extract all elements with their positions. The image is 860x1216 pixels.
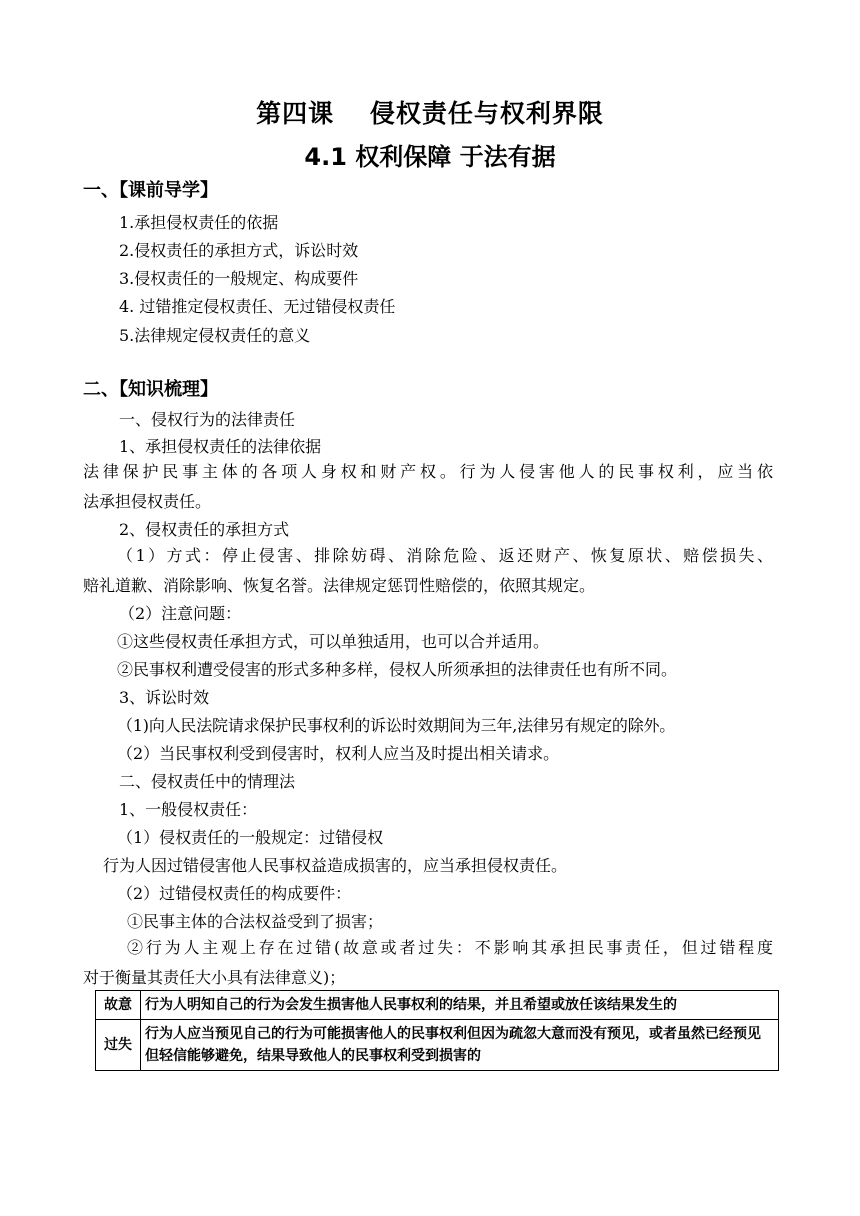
body-line: 一、侵权行为的法律责任 [119, 410, 296, 429]
page-subtitle: 4.1 权利保障 于法有据 [304, 143, 556, 171]
body-line: 赔礼道歉、消除影响、恢复名誉。法律规定惩罚性赔偿的，依照其规定。 [83, 576, 596, 595]
body-line: 法承担侵权责任。 [83, 492, 212, 511]
body-line: 3、诉讼时效 [119, 688, 210, 707]
section2-heading: 二、【知识梳理】 [83, 379, 218, 400]
term-cell: 故意 [96, 991, 141, 1020]
body-line: （2）当民事权利受到侵害时，权利人应当及时提出相关请求。 [117, 744, 560, 763]
body-line: ①民事主体的合法权益受到了损害； [127, 912, 384, 931]
section1-item: 4. 过错推定侵权责任、无过错侵权责任 [119, 297, 396, 316]
section1-item: 2.侵权责任的承担方式，诉讼时效 [119, 241, 359, 260]
fault-definition-table [95, 990, 779, 1071]
body-line: ①这些侵权责任承担方式，可以单独适用，也可以合并适用。 [117, 632, 550, 651]
body-line: 行为人因过错侵害他人民事权益造成损害的，应当承担侵权责任。 [103, 856, 568, 875]
body-line: （1）方式：停止侵害、排除妨碍、消除危险、返还财产、恢复原状、赔偿损失、 [117, 546, 773, 565]
body-line: ②民事权利遭受侵害的形式多种多样，侵权人所须承担的法律责任也有所不同。 [117, 660, 678, 679]
body-line: 2、侵权责任的承担方式 [119, 520, 290, 539]
section1-item: 1.承担侵权责任的依据 [119, 213, 279, 232]
table-row [96, 1020, 779, 1071]
section1-item: 5.法律规定侵权责任的意义 [119, 326, 311, 345]
body-line: 1、一般侵权责任： [119, 800, 258, 819]
body-line: （1）侵权责任的一般规定：过错侵权 [117, 828, 384, 847]
body-line: （2）注意问题： [119, 604, 242, 623]
page-title: 第四课 侵权责任与权利界限 [256, 99, 604, 128]
table-row [96, 991, 779, 1020]
definition-cell: 行为人应当预见自己的行为可能损害他人的民事权利但因为疏忽大意而没有预见，或者虽然已经预见但轻信能够避免，结果导致他人的民事权利受到损害的 [141, 1020, 779, 1071]
definition-cell: 行为人明知自己的行为会发生损害他人民事权利的结果，并且希望或放任该结果发生的 [141, 991, 779, 1020]
term-cell: 过失 [96, 1020, 141, 1071]
body-line: 1、承担侵权责任的法律依据 [119, 437, 322, 456]
body-line: （1)向人民法院请求保护民事权利的诉讼时效期间为三年,法律另有规定的除外。 [117, 716, 676, 735]
body-line: ②行为人主观上存在过错(故意或者过失：不影响其承担民事责任，但过错程度 [127, 938, 773, 957]
section1-item: 3.侵权责任的一般规定、构成要件 [119, 269, 359, 288]
body-line: 二、侵权责任中的情理法 [119, 772, 296, 791]
section1-heading: 一、【课前导学】 [83, 180, 218, 201]
body-line: （2）过错侵权责任的构成要件： [117, 884, 352, 903]
body-line: 对于衡量其责任大小具有法律意义)； [83, 968, 346, 987]
body-line: 法律保护民事主体的各项人身权和财产权。行为人侵害他人的民事权利，应当依 [83, 462, 773, 481]
